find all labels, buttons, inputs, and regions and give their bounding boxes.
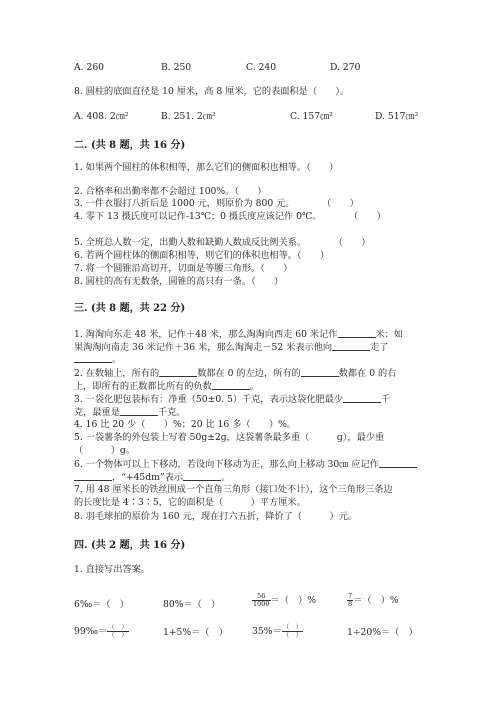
denominator: （ ） — [108, 631, 128, 639]
q8-option-c: C. 157㎝² — [290, 111, 333, 122]
q7-option-c: C. 240 — [246, 62, 277, 73]
calc-35percent — [252, 624, 303, 639]
text: 6. 一个物体可以上下移动，若设向下移动为正，那么向上移动 30㎝ 应记作 — [74, 459, 379, 470]
q7-option-b: B. 250 — [161, 62, 192, 73]
text: ，“+45dm”表示 — [112, 472, 183, 483]
q8-option-d: D. 517㎝² — [375, 111, 419, 122]
section2-item-4: 4. 零下 13 摄氏度可以记作-13℃；0 摄氏度应该记作 0℃。 （ ） — [74, 211, 386, 222]
section3-q7-line1: 7. 用 48 厘米长的铁丝围成一个直角三角形（接口处不计），这个三角形三条边 — [74, 484, 393, 495]
text: 1. 淘淘向东走 48 米，记作＋48 米，那么淘淘向西走 60 米记作 — [74, 329, 338, 340]
q8-option-b: B. 251. 2㎝² — [161, 111, 216, 122]
fraction — [282, 624, 304, 639]
section2-item-8: 8. 圆柱的高有无数条，圆锥的高只有一条。（ ） — [74, 276, 284, 287]
fraction — [252, 593, 271, 608]
text: 。 — [249, 381, 259, 392]
section3-q1-line1 — [74, 328, 403, 341]
answer-blank[interactable] — [183, 471, 221, 481]
q7-option-a: A. 260 — [74, 62, 105, 73]
section3-q4: 4. 16 比 20 少（ ）%；20 比 16 多（ ）%。 — [74, 419, 297, 430]
denominator: 1000 — [253, 600, 270, 608]
section3-q5-line2: （ ）g。 — [74, 445, 136, 456]
section2-item-3: 3. 一件衣服打八折后是 1000 元，则原价为 800 元。 （ ） — [74, 198, 359, 209]
answer-blank[interactable] — [74, 471, 112, 481]
text: 米；如 — [375, 329, 404, 340]
answer-blank[interactable] — [343, 393, 381, 403]
text: 2. 在数轴上，所有的 — [74, 368, 160, 379]
section3-q7-line2: 的长度比是 4∶3∶5，它的面积是（ ）平方厘米。 — [74, 497, 306, 508]
section4-instruction: 1. 直接写出答案。 — [74, 564, 150, 575]
answer-blank[interactable] — [74, 353, 112, 363]
section2-item-7: 7. 将一个圆锥沿高切开，切面是等腰三角形。（ ） — [74, 263, 293, 274]
calc-1-div-20percent: 1÷20%＝（ ） — [347, 627, 418, 638]
calc-56-over-1000 — [252, 593, 316, 608]
section3-title: 三. (共 8 题，共 22 分) — [74, 303, 186, 314]
section4-title: 四. (共 2 题，共 16 分) — [74, 540, 186, 551]
section3-q1-line3 — [74, 353, 121, 366]
answer-blank[interactable] — [332, 341, 370, 351]
text: 果淘淘向南走 36 米记作＋36 米，那么淘淘走－52 米表示他向 — [74, 342, 333, 353]
denominator: 8 — [348, 600, 353, 608]
text: 数都在 0 的左边，所有的 — [197, 368, 301, 379]
numerator: （ ） — [282, 623, 303, 631]
text: ＝（ ）% — [270, 595, 317, 606]
section3-q2-line2 — [74, 380, 259, 393]
calc-6permil: 6‰＝（ ） — [74, 599, 129, 610]
text: 克，最重是 — [74, 407, 120, 418]
section3-q6-line1 — [74, 458, 417, 471]
denominator: （ ） — [282, 631, 303, 639]
section2-item-6: 6. 若两个圆柱体的侧面积相等，则它们的体积也相等。（ ） — [74, 250, 330, 261]
text: 千克。 — [157, 407, 186, 418]
text: 。 — [220, 472, 231, 483]
numerator: 7 — [348, 592, 353, 600]
text: 上，即所有的正数都比所有的负数 — [74, 381, 212, 392]
text: 99‰＝ — [74, 626, 108, 637]
section3-q3-line1 — [74, 393, 390, 406]
answer-blank[interactable] — [120, 406, 158, 416]
q8-text: 8. 圆柱的底面直径是 10 厘米，高 8 厘米，它的表面积是（ ）。 — [74, 86, 350, 97]
section3-q3-line2 — [74, 406, 186, 419]
text: 35%＝ — [252, 626, 282, 637]
fraction — [107, 624, 129, 639]
calc-99permil — [74, 624, 129, 639]
section2-item-1: 1. 如果两个圆柱的体积相等，那么它们的侧面积也相等。（ ） — [74, 162, 339, 173]
section3-q6-line2 — [74, 471, 230, 484]
section2-item-5: 5. 全班总人数一定，出勤人数和缺勤人数成反比例关系。 （ ） — [74, 237, 371, 248]
text: 千 — [381, 394, 391, 405]
numerator: （ ） — [108, 623, 128, 631]
answer-blank[interactable] — [301, 367, 339, 377]
text: 3. 一袋化肥包装标有：净重（50±0. 5）千克，表示这袋化肥最少 — [74, 394, 344, 405]
text: 。 — [112, 354, 122, 365]
numerator: 56 — [252, 593, 271, 601]
text: ＝（ ）% — [353, 595, 399, 606]
section3-q8: 8. 羽毛球拍的原价为 160 元，现在打六五折，降价了（ ）元。 — [74, 511, 358, 522]
answer-blank[interactable] — [379, 458, 417, 468]
answer-blank[interactable] — [338, 328, 376, 338]
answer-blank[interactable] — [159, 367, 197, 377]
q8-option-a: A. 408. 2㎝² — [74, 111, 129, 122]
calc-80percent: 80%＝（ ） — [163, 599, 221, 610]
q7-option-d: D. 270 — [330, 62, 361, 73]
section3-q2-line1 — [74, 367, 396, 380]
calc-7-over-8 — [347, 593, 399, 608]
text: 数都在 0 的右 — [338, 368, 397, 379]
text: 走了 — [370, 342, 389, 353]
section2-item-2: 2. 合格率和出勤率都不会超过 100%。（ ） — [74, 186, 267, 197]
answer-blank[interactable] — [212, 380, 250, 390]
section2-title: 二. (共 8 题，共 16 分) — [74, 140, 186, 151]
section3-q5-line1: 5. 一袋薯条的外包装上写着 50g±2g，这袋薯条最多重（ g），最少重 — [74, 432, 385, 443]
calc-1-plus-5percent: 1+5%＝（ ） — [163, 627, 228, 638]
